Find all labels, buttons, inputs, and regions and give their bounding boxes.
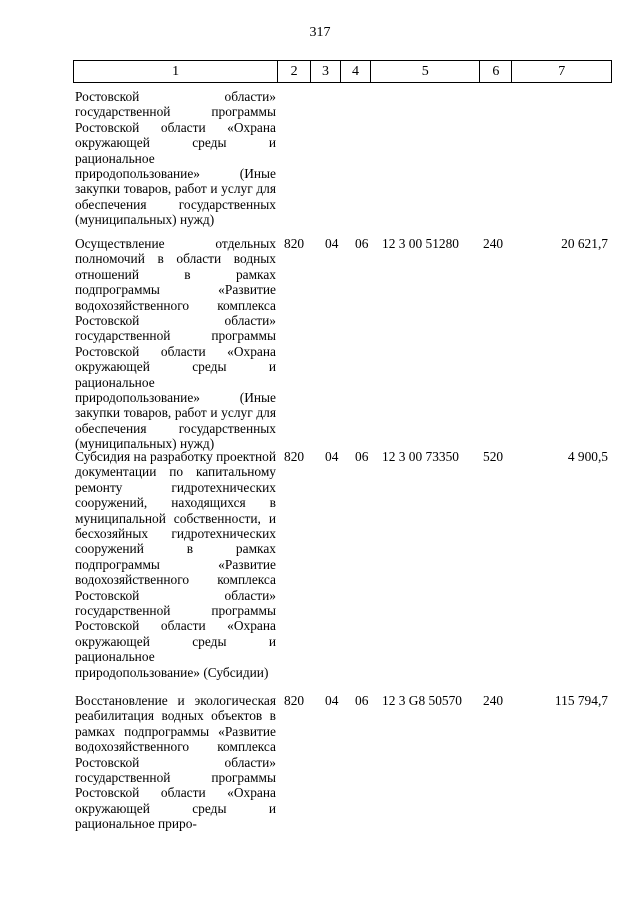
header-col-6: 6 bbox=[480, 61, 512, 82]
row-admin-code: 820 bbox=[284, 236, 305, 251]
row-admin-code: 820 bbox=[284, 449, 305, 464]
header-col-1: 1 bbox=[74, 61, 278, 82]
row-section: 04 bbox=[325, 236, 339, 251]
row-subsection: 06 bbox=[355, 693, 369, 708]
row-subsection: 06 bbox=[355, 449, 369, 464]
row-description: Осуществление отдельных полномочий в области водных отношений в рамках подпрограммы «Развитие водохозяйственного комплекса Ростовской области» государственной программы Ростовской области «Охрана окружающей среды и рациональное природопользование» (Иные закупки товаров, работ и услуг для обеспечения государственных (муниципальных) нужд) bbox=[75, 236, 276, 452]
header-col-4: 4 bbox=[341, 61, 371, 82]
row-section: 04 bbox=[325, 693, 339, 708]
header-col-2: 2 bbox=[278, 61, 311, 82]
header-col-5: 5 bbox=[371, 61, 481, 82]
row-expense-type: 520 bbox=[483, 449, 504, 464]
row-amount: 20 621,7 bbox=[561, 236, 608, 251]
row-amount: 4 900,5 bbox=[567, 449, 608, 464]
row-description: Ростовской области» государственной программы Ростовской области «Охрана окружающей среды и рациональное природопользование» (Иные закупки товаров, работ и услуг для обеспечения государственных (муниципальных) нужд) bbox=[75, 89, 276, 228]
row-subsection: 06 bbox=[355, 236, 369, 251]
row-expense-type: 240 bbox=[483, 693, 504, 708]
row-target-article: 12 3 G8 50570 bbox=[382, 693, 462, 708]
row-section: 04 bbox=[325, 449, 339, 464]
row-target-article: 12 3 00 51280 bbox=[382, 236, 459, 251]
row-amount: 115 794,7 bbox=[554, 693, 608, 708]
row-description: Субсидия на разработку проектной документации по капитальному ремонту гидротехнических сооружений, находящихся в муниципальной собственности, и бесхозяйных гидротехнических сооружений в рамках подпрограммы «Развитие водохозяйственного комплекса Ростовской области» государственной программы Ростовской области «Охрана окружающей среды и рациональное природопользование» (Субсидии) bbox=[75, 449, 276, 680]
table-header bbox=[73, 60, 612, 83]
header-col-3: 3 bbox=[311, 61, 341, 82]
row-description: Восстановление и экологическая реабилитация водных объектов в рамках подпрограммы «Развитие водохозяйственного комплекса Ростовской области» государственной программы Ростовской области «Охрана окружающей среды и рациональное приро- bbox=[75, 693, 276, 832]
row-target-article: 12 3 00 73350 bbox=[382, 449, 459, 464]
row-admin-code: 820 bbox=[284, 693, 305, 708]
header-col-7: 7 bbox=[558, 64, 566, 79]
row-expense-type: 240 bbox=[483, 236, 504, 251]
page-number: 317 bbox=[309, 25, 331, 40]
